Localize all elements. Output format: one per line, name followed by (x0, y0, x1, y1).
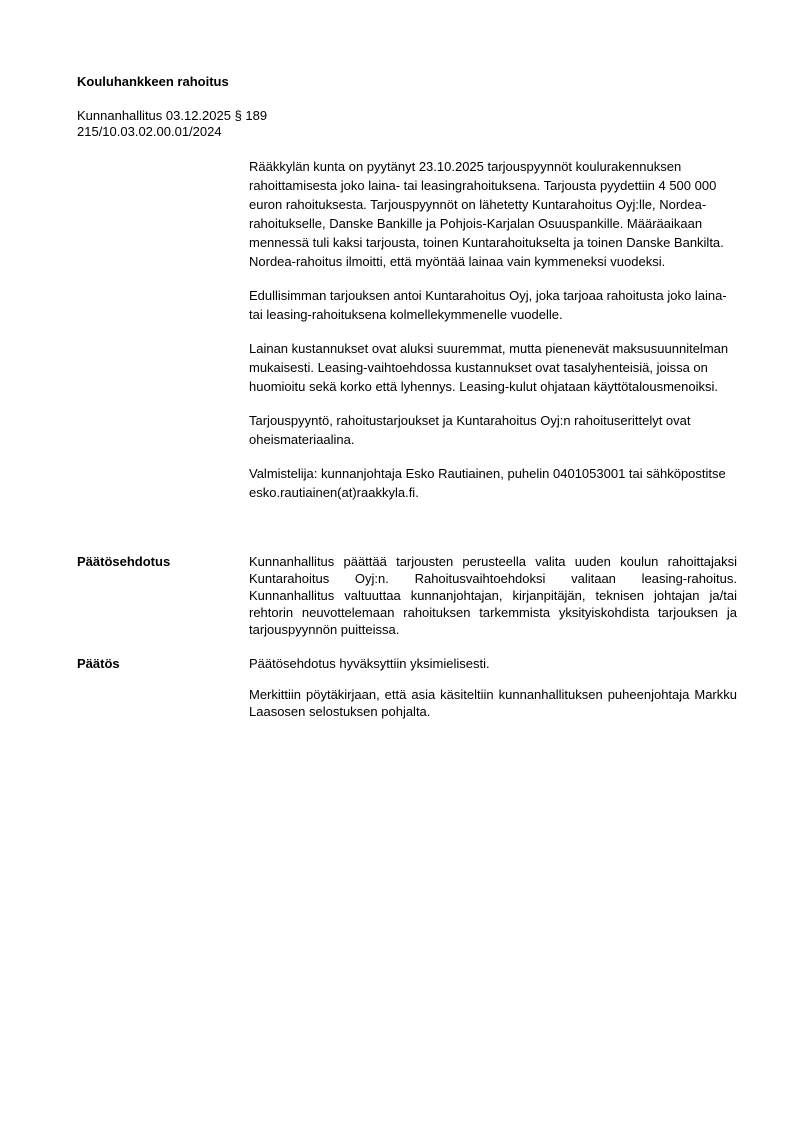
document-title: Kouluhankkeen rahoitus (77, 74, 229, 89)
decision-content (249, 655, 737, 734)
proposal-label: Päätösehdotus (77, 554, 171, 569)
decision-paragraph: Päätösehdotus hyväksyttiin yksimielisesti. (249, 656, 490, 671)
decision-paragraph: Merkittiin pöytäkirjaan, että asia käsiteltiin kunnanhallituksen puheenjohtaja Markku Laasosen selostuksen pohjalta. (249, 687, 737, 719)
preparation-paragraph: Edullisimman tarjouksen antoi Kuntarahoitus Oyj, joka tarjoaa rahoitusta joko laina- tai leasing-rahoituksena kolmellekymmenelle vuodelle. (249, 288, 727, 322)
record-number: 215/10.03.02.00.01/2024 (77, 124, 222, 139)
preparation-paragraph: Lainan kustannukset ovat aluksi suuremmat, mutta pienenevät maksusuunnitelman mukaisesti. Leasing-vaihtoehdossa kustannukset ovat tasalyhenteisiä, joissa on huomioitu sekä korko että lyhennys. Leasing-kulut ohjataan käyttötalousmenoiksi. (249, 341, 729, 394)
proposal-content (249, 553, 737, 652)
proposal-text: Kunnanhallitus päättää tarjousten perusteella valita uuden koulun rahoittajaksi Kuntarahoitus Oyj:n. Rahoitusvaihtoehdoksi valitaan leasing-rahoitus. Kunnanhallitus valtuuttaa kunnanjohtajan, kirjanpitäjän, teknisen johtajan ja/tai rehtorin neuvottelemaan rahoituksen tarkemmista yksityiskohdista tarjouksen ja tarjouspyynnön puitteissa. (249, 554, 737, 637)
meeting-reference: Kunnanhallitus 03.12.2025 § 189 (77, 108, 268, 123)
preparation-text (249, 157, 736, 513)
preparation-paragraph: Valmistelija: kunnanjohtaja Esko Rautiainen, puhelin 0401053001 tai sähköpostitse esko.rautiainen(at)raakkyla.fi. (249, 466, 726, 500)
meeting-info (77, 108, 377, 140)
decision-label: Päätös (77, 656, 120, 671)
preparation-paragraph: Tarjouspyyntö, rahoitustarjoukset ja Kuntarahoitus Oyj:n rahoituserittelyt ovat oheismateriaalina. (249, 413, 691, 447)
preparation-paragraph: Rääkkylän kunta on pyytänyt 23.10.2025 tarjouspyynnöt koulurakennuksen rahoittamisesta joko laina- tai leasingrahoituksena. Tarjousta pyydettiin 4 500 000 euron rahoituksesta. Tarjouspyynnöt on lähetetty Kuntarahoitus Oyj:lle, Nordea-rahoitukselle, Danske Bankille ja Pohjois-Karjalan Osuuspankille. Määräaikaan mennessä tuli kaksi tarjousta, toinen Kuntarahoitukselta ja toinen Danske Bankilta. Nordea-rahoitus ilmoitti, että myöntää lainaa vain kymmeneksi vuodeksi. (249, 159, 724, 269)
